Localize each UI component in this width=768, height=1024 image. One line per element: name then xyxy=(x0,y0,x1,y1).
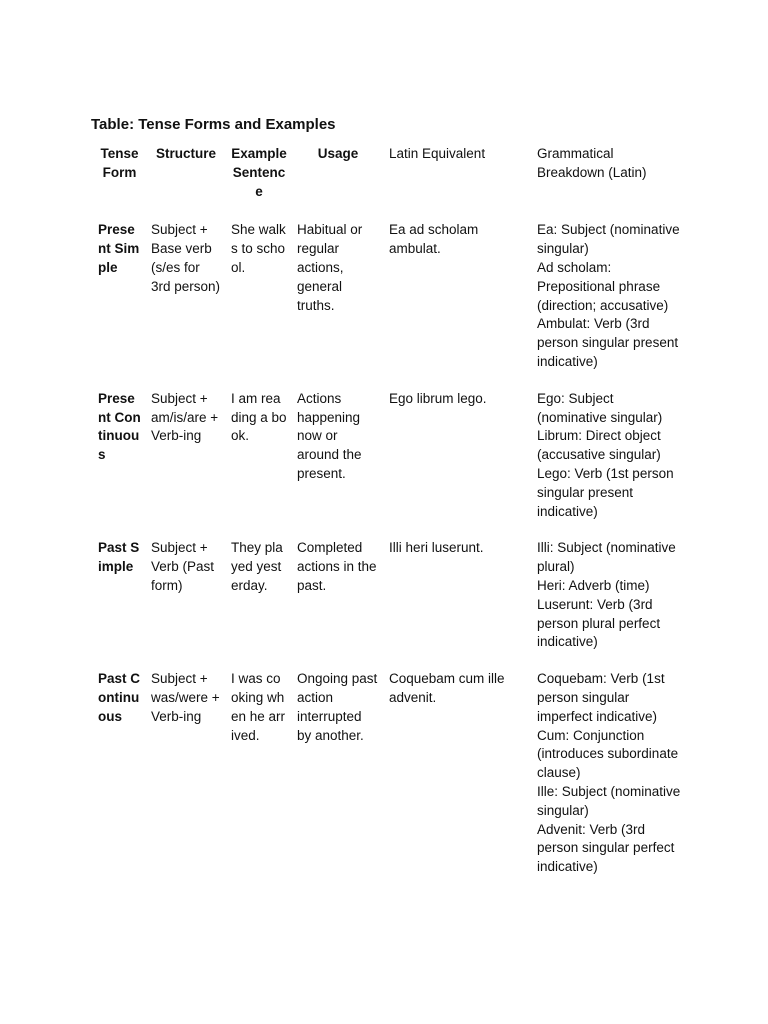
usage-cell: Actions happening now or around the present. xyxy=(297,390,362,481)
breakdown-line: Luserunt: Verb (3rd person plural perfect indicative) xyxy=(537,596,661,650)
breakdown-line: Heri: Adverb (time) xyxy=(537,577,650,593)
usage-cell: Completed actions in the past. xyxy=(297,540,377,593)
header-latin-equivalent: Latin Equivalent xyxy=(389,146,486,161)
structure-cell: Subject + Base verb (s/es for 3rd person) xyxy=(151,222,221,294)
tense-name-cell: Past Continuous xyxy=(98,671,141,724)
tense-name-cell: Past Simple xyxy=(98,540,140,575)
breakdown-line: Ego: Subject (nominative singular) xyxy=(537,390,663,425)
tense-name-cell: Present Simple xyxy=(98,222,140,275)
tense-table xyxy=(91,145,685,895)
latin-cell: Illi heri luserunt. xyxy=(389,540,484,556)
header-example-sentence: Example Sentence xyxy=(231,146,287,199)
table-row xyxy=(91,390,685,540)
breakdown-cell xyxy=(530,390,685,540)
latin-cell: Ea ad scholam ambulat. xyxy=(389,222,479,257)
example-cell: I was cooking when he arrived. xyxy=(231,671,286,743)
usage-cell: Habitual or regular actions, general truths. xyxy=(297,222,363,313)
breakdown-line: Advenit: Verb (3rd person singular perfect indicative) xyxy=(537,821,675,875)
table-row xyxy=(91,221,685,389)
breakdown-cell xyxy=(530,539,685,670)
example-cell: I am reading a book. xyxy=(231,390,287,444)
table-row xyxy=(91,670,685,895)
tense-name-cell: Present Continuous xyxy=(98,390,141,463)
header-grammatical-breakdown: Grammatical Breakdown (Latin) xyxy=(537,146,647,180)
header-structure: Structure xyxy=(155,146,216,161)
latin-cell: Ego librum lego. xyxy=(389,390,487,406)
breakdown-line: Coquebam: Verb (1st person singular imperfect indicative) xyxy=(537,671,665,724)
breakdown-line: Ille: Subject (nominative singular) xyxy=(537,783,681,818)
breakdown-line: Cum: Conjunction (introduces subordinate clause) xyxy=(537,727,679,781)
breakdown-line: Ad scholam: Prepositional phrase (direction; accusative) xyxy=(537,259,669,313)
breakdown-line: Ambulat: Verb (3rd person singular present indicative) xyxy=(537,316,679,369)
structure-cell: Subject + am/is/are + Verb-ing xyxy=(151,390,219,444)
breakdown-line: Ea: Subject (nominative singular) xyxy=(537,222,680,257)
usage-cell: Ongoing past action interrupted by another. xyxy=(297,671,378,743)
breakdown-line: Illi: Subject (nominative plural) xyxy=(537,540,676,575)
breakdown-line: Librum: Direct object (accusative singular) xyxy=(537,428,661,463)
example-cell: She walks to school. xyxy=(231,222,286,275)
table-row xyxy=(91,539,685,670)
example-cell: They played yesterday. xyxy=(231,540,283,593)
breakdown-cell xyxy=(530,221,685,389)
page-title: Table: Tense Forms and Examples xyxy=(91,116,336,133)
header-usage: Usage xyxy=(317,146,359,161)
latin-cell: Coquebam cum ille advenit. xyxy=(389,671,505,705)
table-header-row xyxy=(91,145,685,221)
breakdown-line: Lego: Verb (1st person singular present indicative) xyxy=(537,465,674,519)
structure-cell: Subject + Verb (Past form) xyxy=(151,540,215,593)
structure-cell: Subject + was/were + Verb-ing xyxy=(151,671,220,724)
header-tense-form: Tense Form xyxy=(100,146,139,180)
breakdown-cell xyxy=(530,670,685,895)
